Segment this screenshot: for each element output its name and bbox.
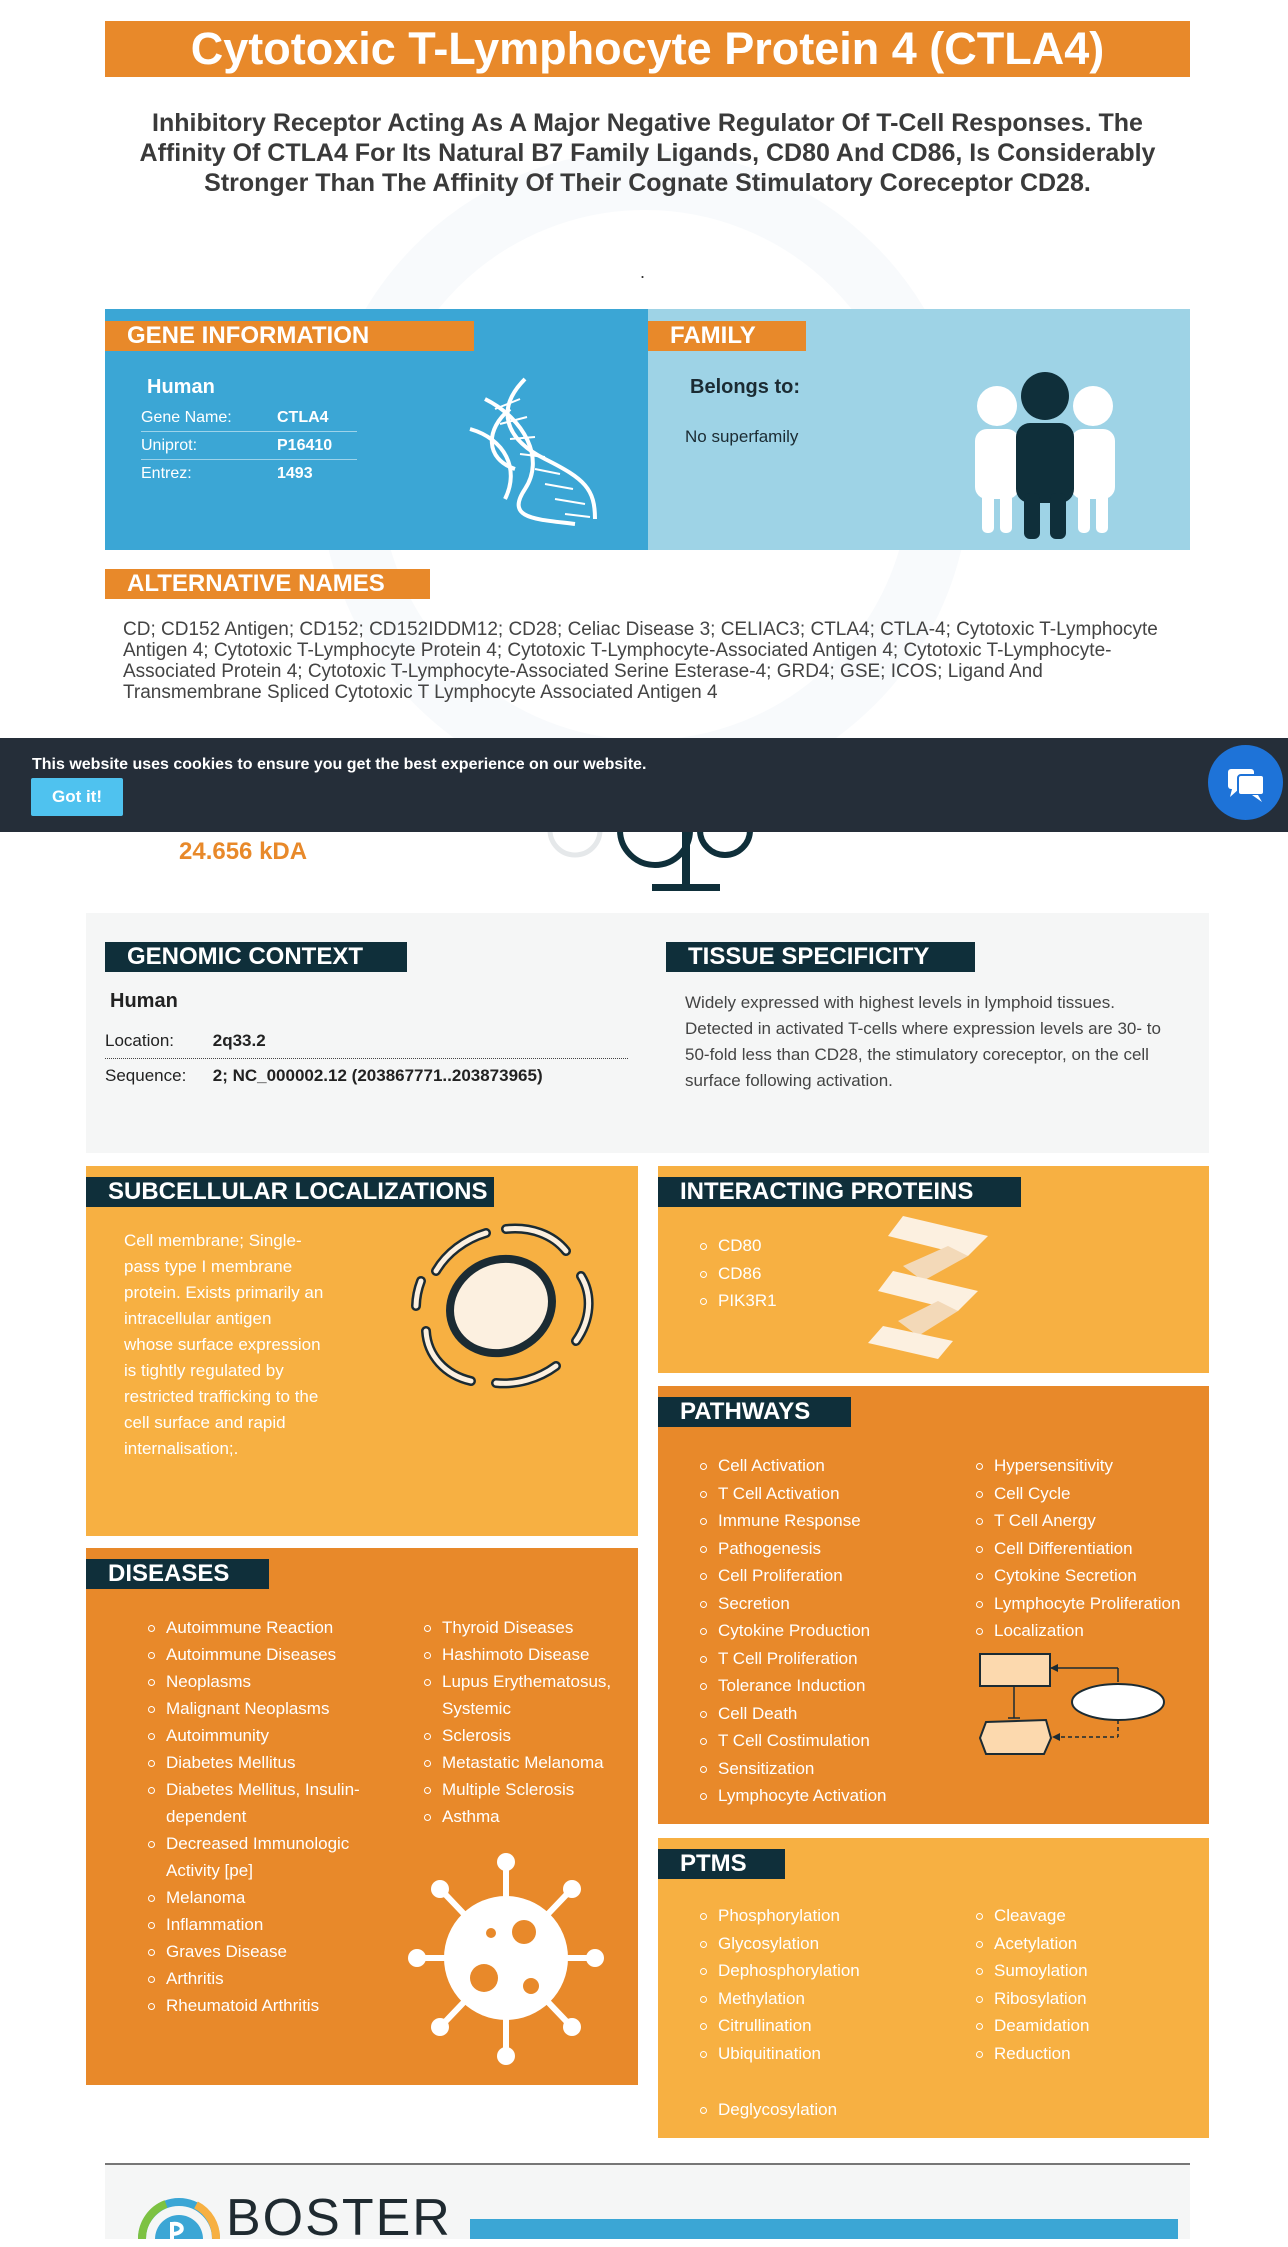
interacting-proteins-heading: INTERACTING PROTEINS [658, 1177, 1021, 1207]
pathways-list-col1 [698, 1452, 887, 1810]
chat-button[interactable] [1208, 745, 1283, 820]
list-item: Cleavage [974, 1902, 1089, 1930]
pathways-heading: PATHWAYS [658, 1397, 851, 1427]
list-item: Autoimmune Diseases [146, 1641, 366, 1668]
subcellular-heading: SUBCELLULAR LOCALIZATIONS [86, 1177, 494, 1207]
list-item: CD86 [698, 1260, 777, 1288]
list-item: Neoplasms [146, 1668, 366, 1695]
list-item: Immune Response [698, 1507, 887, 1535]
list-item: Thyroid Diseases [422, 1614, 632, 1641]
ptms-list-col2 [974, 1902, 1089, 2067]
list-item: Reduction [974, 2040, 1089, 2068]
diseases-list-col2 [422, 1614, 632, 1830]
list-item: Melanoma [146, 1884, 366, 1911]
list-item: PIK3R1 [698, 1287, 777, 1315]
gene-species: Human [147, 376, 215, 398]
uniprot-label: Uniprot: [141, 437, 198, 454]
genomic-species: Human [110, 990, 178, 1012]
list-item: CD80 [698, 1232, 777, 1260]
subcellular-text: Cell membrane; Single-pass type I membrane protein. Exists primarily an intracellular antigen whose surface expression is tightly regulated by restricted trafficking to the cell surface and rapid internalisation;. [124, 1231, 324, 1458]
page-title: Cytotoxic T-Lymphocyte Protein 4 (CTLA4) [105, 21, 1190, 77]
alternative-names-text: CD; CD152 Antigen; CD152; CD152IDDM12; CD28; Celiac Disease 3; CELIAC3; CTLA4; CTLA-4; Cytotoxic T-Lymphocyte Antigen 4; Cytotoxic T-Lymphocyte Protein 4; Cytotoxic T-Lymphocyte-Associated Antigen 4; Cytotoxic T-Lymphocyte-Associated Protein 4; Cytotoxic T-Lymphocyte-Associated Serine Esterase-4; GRD4; GSE; ICOS; Ligand And Transmembrane Spliced Cytotoxic T Lymphocyte Associated Antigen 4 [123, 619, 1158, 703]
gene-name-label: Gene Name: [141, 409, 232, 426]
cookie-message: This website uses cookies to ensure you get the best experience on our website. [32, 756, 647, 773]
list-item: Deglycosylation [698, 2096, 837, 2124]
gene-row-name [141, 404, 357, 432]
genomic-context-heading: GENOMIC CONTEXT [105, 942, 407, 972]
entrez-label: Entrez: [141, 465, 192, 482]
list-item: Decreased Immunologic Activity [pe] [146, 1830, 366, 1884]
tissue-specificity-heading: TISSUE SPECIFICITY [666, 942, 975, 972]
ptms-heading: PTMS [658, 1849, 785, 1879]
list-item: Cell Activation [698, 1452, 887, 1480]
diseases-heading: DISEASES [86, 1559, 269, 1589]
entrez-value: 1493 [277, 465, 313, 482]
list-item: Lupus Erythematosus, Systemic [422, 1668, 632, 1722]
list-item: Hypersensitivity [974, 1452, 1180, 1480]
list-item: T Cell Costimulation [698, 1727, 887, 1755]
list-item: Multiple Sclerosis [422, 1776, 632, 1803]
list-item: Malignant Neoplasms [146, 1695, 366, 1722]
list-item: Graves Disease [146, 1938, 366, 1965]
list-item: Asthma [422, 1803, 632, 1830]
diseases-list-col1 [146, 1614, 366, 2019]
list-item: T Cell Activation [698, 1480, 887, 1508]
list-item: Cytokine Production [698, 1617, 887, 1645]
tissue-specificity-text: Widely expressed with highest levels in lymphoid tissues. Detected in activated T-cells where expression levels are 30- to 50-fold less than CD28, the stimulatory coreceptor, on the cell surface following activation. [685, 993, 1161, 1090]
list-item: Ubiquitination [698, 2040, 860, 2068]
list-item: Acetylation [974, 1930, 1089, 1958]
molecular-weight-value: 24.656 kDA [179, 838, 308, 865]
location-label: Location: [105, 1031, 174, 1050]
list-item: Sensitization [698, 1755, 887, 1783]
genomic-location-row [105, 1024, 628, 1059]
protein-ribbon-icon [863, 1211, 1003, 1361]
people-group-icon [970, 371, 1120, 541]
gene-row-uniprot [141, 432, 357, 460]
list-item: Deamidation [974, 2012, 1089, 2040]
list-item: Citrullination [698, 2012, 860, 2040]
footer-banner [470, 2219, 1178, 2239]
list-item: Tolerance Induction [698, 1672, 887, 1700]
alternative-names-heading: ALTERNATIVE NAMES [105, 569, 430, 599]
list-item: Sumoylation [974, 1957, 1089, 1985]
cookie-accept-button[interactable]: Got it! [31, 778, 123, 816]
diseases-panel [86, 1548, 638, 2085]
list-item: Diabetes Mellitus, Insulin-dependent [146, 1776, 366, 1830]
list-item: Cell Cycle [974, 1480, 1180, 1508]
dna-icon [465, 369, 615, 529]
gene-name-value: CTLA4 [277, 409, 329, 426]
pathways-panel [658, 1386, 1209, 1824]
location-value: 2q33.2 [212, 1031, 266, 1050]
list-item: Cytokine Secretion [974, 1562, 1180, 1590]
chat-icon [1208, 745, 1283, 820]
list-item: Cell Proliferation [698, 1562, 887, 1590]
list-item: Ribosylation [974, 1985, 1089, 2013]
ptms-list-extra [698, 2096, 837, 2124]
family-belongs-label: Belongs to: [690, 376, 800, 398]
list-item: Phosphorylation [698, 1902, 860, 1930]
gene-info-table [141, 404, 357, 487]
list-item: Hashimoto Disease [422, 1641, 632, 1668]
cell-icon [396, 1211, 606, 1401]
list-item: Arthritis [146, 1965, 366, 1992]
gene-row-entrez [141, 460, 357, 487]
list-item: Lymphocyte Activation [698, 1782, 887, 1810]
list-item: Rheumatoid Arthritis [146, 1992, 366, 2019]
list-item: Secretion [698, 1590, 887, 1618]
pathway-diagram-icon [976, 1650, 1176, 1760]
footer-logo-text: BOSTER [226, 2189, 452, 2247]
pathways-list-col2 [974, 1452, 1180, 1645]
separator-dot: . [640, 262, 646, 282]
list-item: Autoimmunity [146, 1722, 366, 1749]
family-heading: FAMILY [648, 321, 806, 351]
uniprot-value: P16410 [277, 437, 333, 454]
list-item: T Cell Proliferation [698, 1645, 887, 1673]
list-item: Cell Death [698, 1700, 887, 1728]
list-item: Cell Differentiation [974, 1535, 1180, 1563]
list-item: T Cell Anergy [974, 1507, 1180, 1535]
list-item: Autoimmune Reaction [146, 1614, 366, 1641]
ptms-list-col1 [698, 1902, 860, 2067]
genomic-sequence-row [105, 1059, 628, 1093]
list-item: Inflammation [146, 1911, 366, 1938]
page-subtitle: Inhibitory Receptor Acting As A Major Negative Regulator Of T-Cell Responses. The Affinity Of CTLA4 For Its Natural B7 Family Ligands, CD80 And CD86, Is Considerably Stronger Than The Affinity Of Their Cognate Stimulatory Coreceptor CD28. [139, 109, 1156, 197]
sequence-label: Sequence: [105, 1066, 187, 1085]
list-item: Lymphocyte Proliferation [974, 1590, 1180, 1618]
list-item: Glycosylation [698, 1930, 860, 1958]
boster-logo-icon [136, 2192, 222, 2239]
ptms-panel [658, 1838, 1209, 2138]
list-item: Pathogenesis [698, 1535, 887, 1563]
sequence-value: 2; NC_000002.12 (203867771..203873965) [212, 1066, 543, 1085]
list-item: Methylation [698, 1985, 860, 2013]
list-item: Dephosphorylation [698, 1957, 860, 1985]
virus-icon [406, 1848, 606, 2068]
family-value: No superfamily [685, 427, 799, 446]
list-item: Localization [974, 1617, 1180, 1645]
gene-information-heading: GENE INFORMATION [105, 321, 474, 351]
list-item: Sclerosis [422, 1722, 632, 1749]
cookie-banner [0, 738, 1288, 832]
list-item: Metastatic Melanoma [422, 1749, 632, 1776]
list-item: Diabetes Mellitus [146, 1749, 366, 1776]
interacting-proteins-list [698, 1232, 777, 1315]
